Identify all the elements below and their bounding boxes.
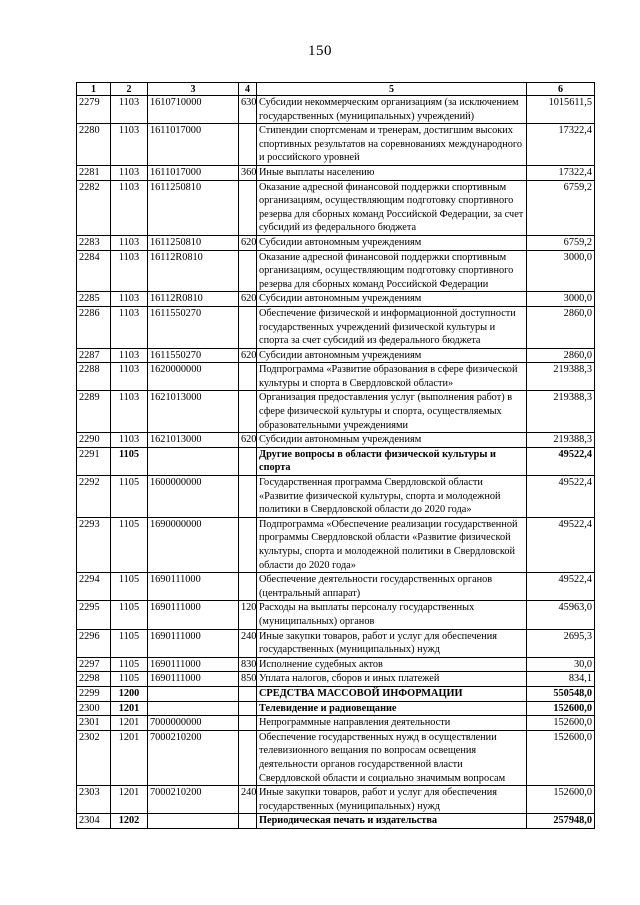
row-section-code: 1105 (111, 672, 148, 687)
row-amount: 219388,3 (527, 391, 595, 433)
row-section-code: 1103 (111, 433, 148, 448)
row-number: 2286 (77, 306, 111, 348)
row-target-article: 7000000000 (148, 716, 239, 731)
row-name: Организация предоставления услуг (выполнения работ) в сфере физической культуры и спорта, осуществляемых образовательными учреждениями (257, 391, 527, 433)
row-number: 2304 (77, 814, 111, 829)
row-expense-type (239, 730, 257, 785)
row-section-code: 1105 (111, 447, 148, 475)
table-row (77, 165, 595, 180)
row-section-code: 1103 (111, 165, 148, 180)
row-number: 2281 (77, 165, 111, 180)
row-amount: 1015611,5 (527, 96, 595, 124)
row-number: 2300 (77, 701, 111, 716)
row-expense-type: 620 (239, 235, 257, 250)
column-header-section: 2 (111, 83, 148, 96)
row-section-code: 1202 (111, 814, 148, 829)
row-name: Подпрограмма «Обеспечение реализации государственной программы Свердловской области «Развитие физической культуры, спорта и молодежной политики в Свердловской области до 2020 года» (257, 517, 527, 572)
row-number: 2288 (77, 363, 111, 391)
table-row (77, 672, 595, 687)
row-expense-type (239, 476, 257, 518)
row-number: 2302 (77, 730, 111, 785)
row-section-code: 1201 (111, 701, 148, 716)
row-expense-type (239, 517, 257, 572)
table-row (77, 730, 595, 785)
row-target-article: 1610710000 (148, 96, 239, 124)
table-row (77, 657, 595, 672)
table-row (77, 629, 595, 657)
row-target-article (148, 447, 239, 475)
row-target-article (148, 686, 239, 701)
header-row (77, 83, 595, 96)
row-name: Периодическая печать и издательства (257, 814, 527, 829)
row-amount: 49522,4 (527, 517, 595, 572)
row-section-code: 1103 (111, 306, 148, 348)
row-name: Иные выплаты населению (257, 165, 527, 180)
column-header-amount: 6 (527, 83, 595, 96)
row-amount: 152600,0 (527, 716, 595, 731)
row-number: 2301 (77, 716, 111, 731)
table-row (77, 180, 595, 235)
row-target-article: 1690111000 (148, 629, 239, 657)
table-row (77, 716, 595, 731)
budget-table (76, 82, 595, 829)
row-amount: 2860,0 (527, 306, 595, 348)
row-section-code: 1103 (111, 348, 148, 363)
row-expense-type (239, 124, 257, 166)
row-section-code: 1105 (111, 657, 148, 672)
row-section-code: 1200 (111, 686, 148, 701)
column-header-number: 1 (77, 83, 111, 96)
row-name: Обеспечение физической и информационной доступности государственных учреждений физической культуры и спорта за счет субсидий из федерального бюджета (257, 306, 527, 348)
row-section-code: 1103 (111, 180, 148, 235)
row-expense-type (239, 306, 257, 348)
row-number: 2283 (77, 235, 111, 250)
row-number: 2292 (77, 476, 111, 518)
row-expense-type (239, 716, 257, 731)
row-number: 2289 (77, 391, 111, 433)
table-header (77, 83, 595, 96)
row-number: 2290 (77, 433, 111, 448)
table-row (77, 601, 595, 629)
table-row (77, 363, 595, 391)
row-section-code: 1201 (111, 716, 148, 731)
row-number: 2298 (77, 672, 111, 687)
row-target-article: 1611550270 (148, 306, 239, 348)
row-name: Исполнение судебных актов (257, 657, 527, 672)
row-target-article: 1690111000 (148, 657, 239, 672)
row-number: 2287 (77, 348, 111, 363)
row-amount: 45963,0 (527, 601, 595, 629)
page-number: 150 (308, 43, 332, 59)
row-name: Субсидии автономным учреждениям (257, 433, 527, 448)
row-number: 2299 (77, 686, 111, 701)
row-target-article: 1690111000 (148, 601, 239, 629)
row-target-article: 1621013000 (148, 433, 239, 448)
row-expense-type: 620 (239, 292, 257, 307)
row-amount: 2695,3 (527, 629, 595, 657)
row-expense-type (239, 573, 257, 601)
table-row (77, 814, 595, 829)
row-section-code: 1103 (111, 292, 148, 307)
row-section-code: 1105 (111, 476, 148, 518)
row-expense-type (239, 814, 257, 829)
row-expense-type (239, 686, 257, 701)
row-expense-type: 620 (239, 348, 257, 363)
row-name: Субсидии некоммерческим организациям (за исключением государственных (муниципальных) учреждений) (257, 96, 527, 124)
row-name: Оказание адресной финансовой поддержки спортивным организациям, осуществляющим подготовку спортивного резерва для сборных команд Российской Федерации, за счет субсидий из федерального бюджета (257, 180, 527, 235)
row-target-article: 1600000000 (148, 476, 239, 518)
row-section-code: 1201 (111, 786, 148, 814)
row-number: 2291 (77, 447, 111, 475)
row-amount: 219388,3 (527, 433, 595, 448)
row-amount: 152600,0 (527, 786, 595, 814)
table-row (77, 701, 595, 716)
table-row (77, 476, 595, 518)
row-amount: 3000,0 (527, 292, 595, 307)
row-section-code: 1103 (111, 363, 148, 391)
row-number: 2295 (77, 601, 111, 629)
row-number: 2294 (77, 573, 111, 601)
row-expense-type: 630 (239, 96, 257, 124)
table-row (77, 391, 595, 433)
row-name: Субсидии автономным учреждениям (257, 348, 527, 363)
row-section-code: 1103 (111, 235, 148, 250)
table-row (77, 292, 595, 307)
row-name: Телевидение и радиовещание (257, 701, 527, 716)
row-expense-type: 830 (239, 657, 257, 672)
row-target-article: 16112R0810 (148, 292, 239, 307)
row-name: Субсидии автономным учреждениям (257, 292, 527, 307)
row-name: Иные закупки товаров, работ и услуг для обеспечения государственных (муниципальных) нужд (257, 786, 527, 814)
row-number: 2282 (77, 180, 111, 235)
row-expense-type (239, 363, 257, 391)
row-amount: 3000,0 (527, 250, 595, 292)
row-target-article: 7000210200 (148, 786, 239, 814)
row-target-article: 1620000000 (148, 363, 239, 391)
row-amount: 17322,4 (527, 124, 595, 166)
row-name: Субсидии автономным учреждениям (257, 235, 527, 250)
row-name: Обеспечение государственных нужд в осуществлении телевизионного вещания по вопросам освещения деятельности органов государственной власти Свердловской области и социально значимым вопросам (257, 730, 527, 785)
row-target-article: 1611250810 (148, 180, 239, 235)
row-expense-type: 240 (239, 786, 257, 814)
row-amount: 49522,4 (527, 476, 595, 518)
table-row (77, 124, 595, 166)
row-expense-type: 120 (239, 601, 257, 629)
row-target-article: 1621013000 (148, 391, 239, 433)
row-target-article: 1611550270 (148, 348, 239, 363)
row-section-code: 1105 (111, 517, 148, 572)
row-expense-type (239, 391, 257, 433)
row-expense-type (239, 180, 257, 235)
table-row (77, 573, 595, 601)
row-section-code: 1105 (111, 573, 148, 601)
row-name: Расходы на выплаты персоналу государственных (муниципальных) органов (257, 601, 527, 629)
row-target-article: 1611250810 (148, 235, 239, 250)
row-amount: 257948,0 (527, 814, 595, 829)
row-name: Уплата налогов, сборов и иных платежей (257, 672, 527, 687)
row-target-article: 1690111000 (148, 573, 239, 601)
row-expense-type (239, 447, 257, 475)
row-amount: 6759,2 (527, 235, 595, 250)
row-number: 2297 (77, 657, 111, 672)
row-name: Другие вопросы в области физической культуры и спорта (257, 447, 527, 475)
table-row (77, 786, 595, 814)
row-target-article: 7000210200 (148, 730, 239, 785)
row-number: 2284 (77, 250, 111, 292)
table-row (77, 433, 595, 448)
row-name: Подпрограмма «Развитие образования в сфере физической культуры и спорта в Свердловской области» (257, 363, 527, 391)
row-number: 2296 (77, 629, 111, 657)
row-section-code: 1105 (111, 601, 148, 629)
table-row (77, 517, 595, 572)
table-row (77, 686, 595, 701)
row-name: Государственная программа Свердловской области «Развитие физической культуры, спорта и молодежной политики в Свердловской области до 2020 года» (257, 476, 527, 518)
row-amount: 6759,2 (527, 180, 595, 235)
table-row (77, 306, 595, 348)
table-row (77, 348, 595, 363)
row-target-article: 1690111000 (148, 672, 239, 687)
row-name: Обеспечение деятельности государственных органов (центральный аппарат) (257, 573, 527, 601)
row-expense-type: 620 (239, 433, 257, 448)
table-row (77, 96, 595, 124)
row-expense-type: 850 (239, 672, 257, 687)
row-target-article: 1611017000 (148, 165, 239, 180)
column-header-expense-type: 4 (239, 83, 257, 96)
row-amount: 219388,3 (527, 363, 595, 391)
row-name: Непрограммные направления деятельности (257, 716, 527, 731)
row-amount: 17322,4 (527, 165, 595, 180)
row-amount: 49522,4 (527, 447, 595, 475)
row-amount: 834,1 (527, 672, 595, 687)
row-name: СРЕДСТВА МАССОВОЙ ИНФОРМАЦИИ (257, 686, 527, 701)
row-section-code: 1201 (111, 730, 148, 785)
row-expense-type: 360 (239, 165, 257, 180)
row-name: Стипендии спортсменам и тренерам, достигшим высоких спортивных результатов на соревнованиях международного и российского уровней (257, 124, 527, 166)
row-number: 2279 (77, 96, 111, 124)
row-amount: 30,0 (527, 657, 595, 672)
row-amount: 550548,0 (527, 686, 595, 701)
row-expense-type (239, 250, 257, 292)
row-target-article: 1690000000 (148, 517, 239, 572)
table-body (77, 96, 595, 829)
row-name: Оказание адресной финансовой поддержки спортивным организациям, осуществляющим подготовку спортивного резерва для сборных команд Российской Федерации (257, 250, 527, 292)
row-section-code: 1103 (111, 391, 148, 433)
table-row (77, 250, 595, 292)
column-header-name: 5 (257, 83, 527, 96)
row-expense-type (239, 701, 257, 716)
row-target-article: 16112R0810 (148, 250, 239, 292)
row-name: Иные закупки товаров, работ и услуг для обеспечения государственных (муниципальных) нужд (257, 629, 527, 657)
row-section-code: 1103 (111, 124, 148, 166)
row-target-article (148, 814, 239, 829)
row-amount: 152600,0 (527, 701, 595, 716)
column-header-target-article: 3 (148, 83, 239, 96)
table-row (77, 447, 595, 475)
row-number: 2285 (77, 292, 111, 307)
row-target-article: 1611017000 (148, 124, 239, 166)
row-number: 2280 (77, 124, 111, 166)
row-amount: 152600,0 (527, 730, 595, 785)
row-amount: 2860,0 (527, 348, 595, 363)
row-section-code: 1103 (111, 96, 148, 124)
row-section-code: 1103 (111, 250, 148, 292)
row-expense-type: 240 (239, 629, 257, 657)
row-amount: 49522,4 (527, 573, 595, 601)
row-section-code: 1105 (111, 629, 148, 657)
table-row (77, 235, 595, 250)
row-number: 2303 (77, 786, 111, 814)
row-target-article (148, 701, 239, 716)
row-number: 2293 (77, 517, 111, 572)
